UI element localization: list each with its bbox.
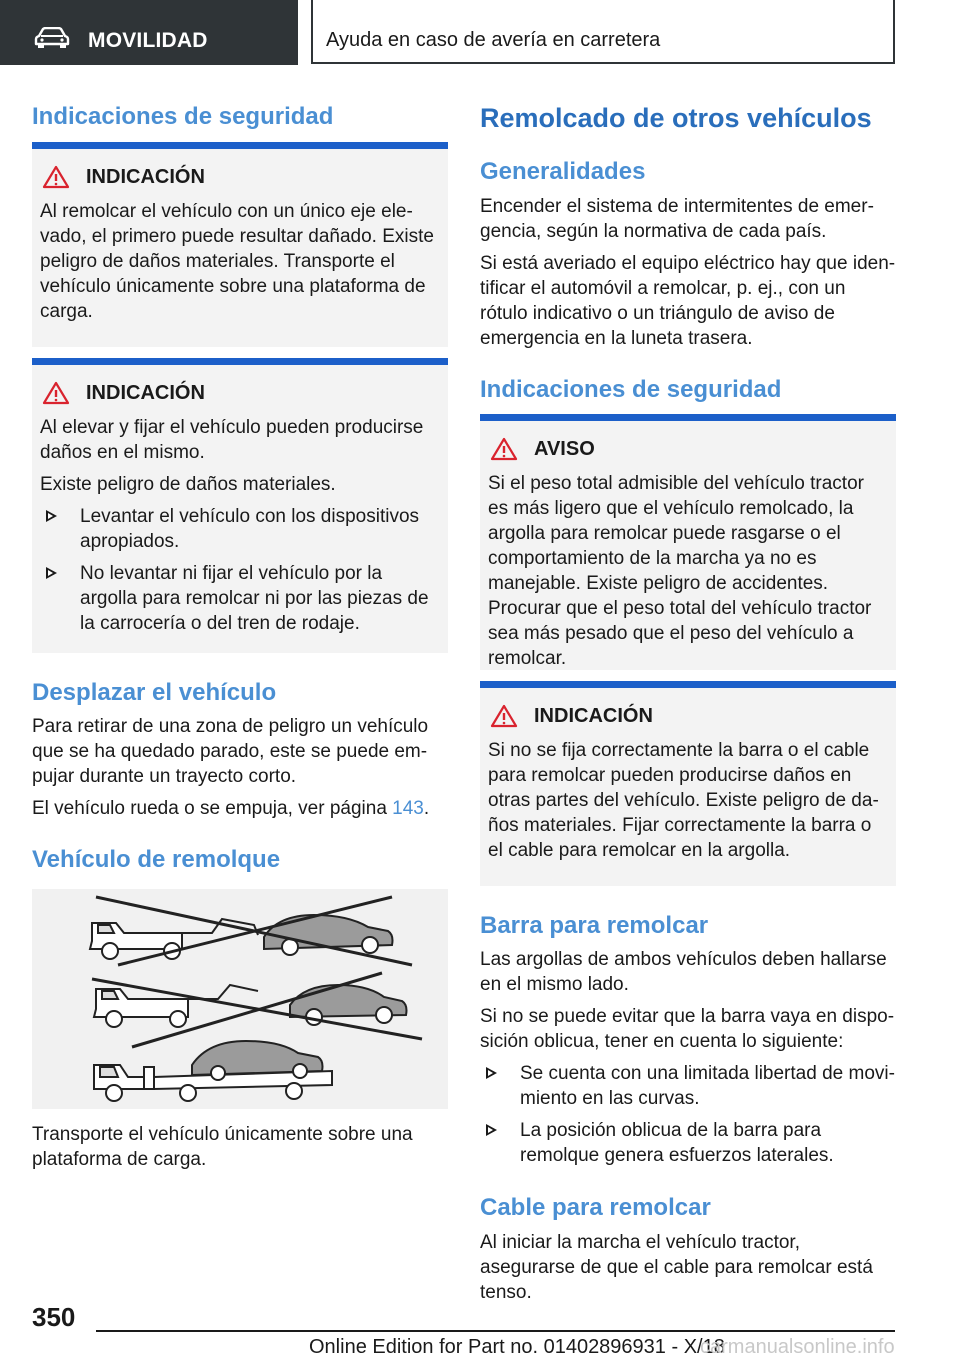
notice-text-2a: Al elevar y fijar el vehículo pueden producirse daños en el mismo.	[40, 417, 424, 463]
notice-title-text-3: AVISO	[534, 437, 595, 460]
heading-tow-vehicle: Vehículo de remolque	[32, 846, 281, 873]
heading-tow-cable: Cable para remolcar	[480, 1194, 711, 1221]
heading-general: Generalidades	[480, 158, 646, 185]
general-paragraph-1: Encender el sistema de intermitentes de emergencia, según la normativa de cada país.	[480, 196, 874, 242]
notice-title-text-4: INDICACIÓN	[534, 704, 653, 727]
tow-bar-paragraph-2: Si no se puede evitar que la barra vaya en disposición oblicua, tener en cuenta lo siguiente:	[480, 1006, 895, 1052]
list-item: La posición oblicua de la barra para remolque genera esfuerzos laterales.	[480, 1118, 896, 1168]
tow-cable-paragraph: Al iniciar la marcha el vehículo tractor, asegurarse de que el cable para remolcar está tenso.	[480, 1232, 873, 1303]
tow-bar-body	[480, 947, 896, 1175]
heading-tow-other-vehicles: Remolcado de otros vehículos	[480, 103, 872, 133]
triangle-bullet-icon	[486, 1124, 497, 1136]
notice-text-4: Si no se fija correctamente la barra o el cable para remolcar pueden producirse daños en otras partes del vehículo. Existe peligro de daños materiales. Fijar correctamente la barra o el cable para remolcar en la argolla.	[488, 740, 879, 861]
notice-text-1: Al remolcar el vehículo con un único eje elevado, el primero puede resultar dañado. Existe peligro de daños materiales. Transporte el vehículo únicamente sobre una plataforma de carga.	[40, 201, 434, 322]
move-paragraph-1: Para retirar de una zona de peligro un vehículo que se ha quedado parado, este se puede empujar durante un trayecto corto.	[32, 716, 429, 787]
footer-divider	[96, 1330, 895, 1332]
notice-title-4	[488, 704, 886, 728]
page-number: 350	[32, 1302, 76, 1332]
notice-title-2	[40, 381, 438, 405]
header-section-title: MOVILIDAD	[88, 29, 208, 52]
tow-bar-list	[480, 1061, 896, 1168]
heading-safety-left: Indicaciones de seguridad	[32, 103, 334, 130]
footer-edition: Online Edition for Part no. 01402896931 - X/18	[309, 1336, 725, 1358]
heading-safety-right: Indicaciones de seguridad	[480, 376, 782, 403]
move-vehicle-body	[32, 714, 448, 821]
general-body	[480, 194, 896, 351]
list-item: Se cuenta con una limitada libertad de movimiento en las curvas.	[480, 1061, 896, 1111]
general-paragraph-2: Si está averiado el equipo eléctrico hay que identificar el automóvil a remolcar, p. ej., con un rótulo indicativo o un triángulo de aviso de emergencia en la luneta trasera.	[480, 253, 896, 349]
triangle-bullet-icon	[46, 510, 57, 522]
heading-move-vehicle: Desplazar el vehículo	[32, 679, 277, 706]
warning-triangle-icon	[490, 704, 518, 728]
tow-bar-paragraph-1: Las argollas de ambos vehículos deben hallarse en el mismo lado.	[480, 949, 887, 995]
page-link-143[interactable]: 143	[392, 798, 424, 819]
illustration-caption: Transporte el vehículo únicamente sobre una plataforma de carga.	[32, 1124, 413, 1170]
notice-title-text-1: INDICACIÓN	[86, 165, 205, 188]
warning-triangle-icon	[490, 437, 518, 461]
notice-title-text-2: INDICACIÓN	[86, 381, 205, 404]
notice-title-3	[488, 437, 886, 461]
watermark: carmanualsonline.info	[700, 1336, 895, 1358]
notice-box-2	[32, 358, 448, 653]
notice-list-2	[40, 504, 438, 636]
notice-box-4	[480, 681, 896, 886]
warning-triangle-icon	[42, 165, 70, 189]
warning-triangle-icon	[42, 381, 70, 405]
notice-text-2b: Existe peligro de daños materiales.	[40, 474, 336, 495]
list-item: No levantar ni fijar el vehículo por la argolla para remolcar ni por las piezas de la carrocería o del tren de rodaje.	[40, 561, 438, 636]
triangle-bullet-icon	[46, 567, 57, 579]
heading-tow-bar: Barra para remolcar	[480, 912, 709, 939]
notice-title-1	[40, 165, 438, 189]
tow-trucks-illustration-icon	[32, 889, 448, 1109]
notice-box-1	[32, 142, 448, 347]
car-icon	[34, 27, 70, 49]
notice-text-3: Si el peso total admisible del vehículo tractor es más ligero que el vehículo remolcado, la argolla para remolcar puede rasgarse o el comportamiento de la marcha ya no es manejable. Existe peligro de accidentes. Procurar que el peso total del vehículo tractor sea más pesado que el peso del vehículo a remolcar.	[488, 473, 872, 669]
triangle-bullet-icon	[486, 1067, 497, 1079]
move-paragraph-2: El vehículo rueda o se empuja, ver página 143.	[32, 798, 430, 819]
towing-illustration	[32, 889, 448, 1109]
list-item: Levantar el vehículo con los dispositivos apropiados.	[40, 504, 438, 554]
header-chapter-title: Ayuda en caso de avería en carretera	[326, 29, 661, 51]
notice-box-3	[480, 414, 896, 670]
